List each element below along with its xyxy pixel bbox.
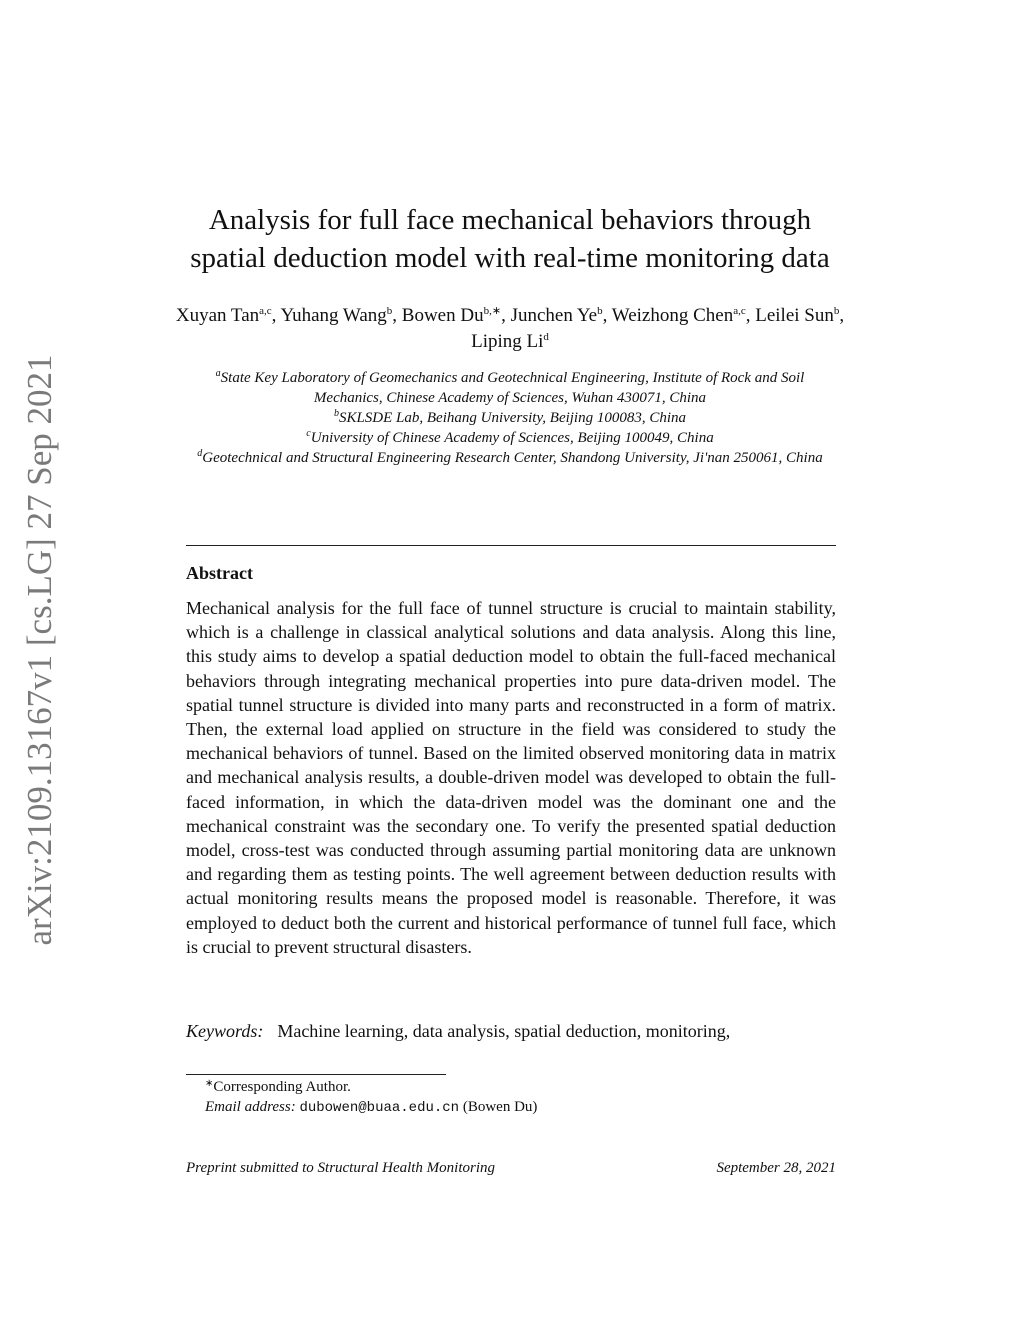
author-list bbox=[170, 303, 850, 355]
author: Weizhong Chen$^{a,c}$, bbox=[611, 305, 756, 326]
author: Bowen $Du^{b,∗}$, bbox=[401, 305, 511, 326]
paper-title bbox=[130, 201, 890, 277]
corresponding-author-note: ∗Corresponding Author. bbox=[205, 1078, 351, 1095]
footnote-rule bbox=[186, 1074, 446, 1075]
arxiv-stamp: arXiv:2109.13167v1 [cs.LG] 27 Sep 2021 bbox=[20, 354, 59, 946]
abstract-top-rule bbox=[186, 545, 836, 546]
author: Yuhang Wang$^b$, bbox=[280, 305, 402, 326]
abstract-text: Mechanical analysis for the full face of tunnel structure is crucial to maintain stability, which is a challenge in classical analytical solutions and data analysis. Along this line, this study aims to develop a spatial deduction model to obtain the full-faced mechanical behaviors through integrating mechanical properties into pure data-driven model. The spatial tunnel structure is divided into many parts and reconstructed in a form of matrix. Then, the external load applied on structure in the field was considered to study the mechanical behaviors of tunnel. Based on the limited observed monitoring data in matrix and mechanical analysis results, a double-driven model was developed to obtain the full-faced information, in which the data-driven model was the dominant one and the mechanical constraint was the secondary one. To verify the presented spatial deduction model, cross-test was conducted through assuming partial monitoring data are unknown and regarding them as testing points. The well agreement between deduction results with actual monitoring results means the proposed model is reasonable. Therefore, it was employed to deduct both the current and historical performance of tunnel full face, which is crucial to prevent structural disasters. bbox=[186, 598, 836, 957]
author: Junchen Ye$^b$, bbox=[510, 305, 612, 326]
preprint-date: September 28, 2021 bbox=[716, 1160, 836, 1176]
email-owner: (Bowen Du) bbox=[462, 1099, 538, 1115]
keywords-text: Machine learning, data analysis, spatial deduction, monitoring, bbox=[277, 1021, 731, 1041]
author: Leilei Sun$^b$, bbox=[755, 305, 845, 326]
keywords-label: Keywords: bbox=[186, 1021, 264, 1041]
author: Liping Li$^d$ bbox=[471, 331, 549, 352]
email-link[interactable]: dubowen@buaa.edu.cn bbox=[299, 1100, 460, 1116]
affiliation-a: $^a$State Key Laboratory of Geomechanics and Geotechnical Engineering, Institute of Rock and Soil Mechanics, Chinese Academy of Sciences, Wuhan 430071, China bbox=[215, 368, 805, 406]
affiliation-list bbox=[180, 368, 840, 468]
affiliation-b: $^b$SKLSDE Lab, Beihang University, Beijing 100083, China bbox=[333, 408, 687, 426]
email-note bbox=[205, 1097, 825, 1118]
keywords bbox=[186, 1019, 836, 1043]
abstract-heading: Abstract bbox=[186, 563, 253, 583]
title-line-2: spatial deduction model with real-time monitoring data bbox=[190, 242, 830, 274]
affiliation-c: $^c$University of Chinese Academy of Sciences, Beijing 100049, China bbox=[306, 428, 714, 446]
title-line-1: Analysis for full face mechanical behaviors through bbox=[208, 204, 812, 236]
affiliation-d: $^d$Geotechnical and Structural Engineering Research Center, Shandong University, Ji'nan 250061, China bbox=[197, 448, 823, 466]
author: Xuyan Tan$^{a,c}$, bbox=[175, 305, 281, 326]
email-label: Email address: bbox=[205, 1099, 296, 1115]
footnote bbox=[205, 1077, 825, 1118]
preprint-note: Preprint submitted to Structural Health Monitoring bbox=[186, 1160, 496, 1176]
